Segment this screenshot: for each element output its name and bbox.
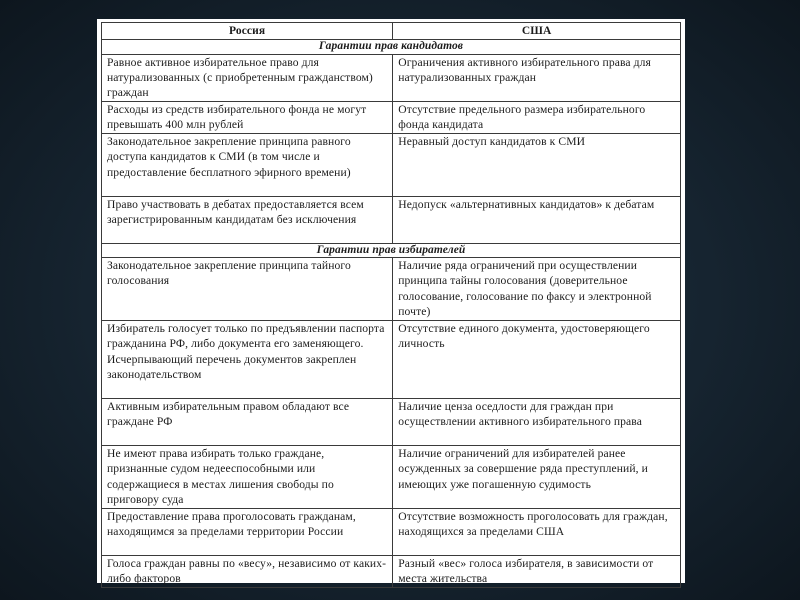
cell-usa: Недопуск «альтернативных кандидатов» к дебатам bbox=[393, 196, 681, 243]
table-row bbox=[102, 257, 681, 320]
cell-usa: Ограничения активного избирательного права для натурализованных граждан bbox=[393, 54, 681, 101]
cell-usa: Наличие ограничений для избирателей ранее осужденных за совершение ряда преступлений, и имеющих уже погашенную судимость bbox=[393, 445, 681, 508]
cell-russia: Активным избирательным правом обладают все граждане РФ bbox=[102, 398, 393, 445]
document-page bbox=[97, 19, 685, 586]
table-row bbox=[102, 54, 681, 101]
cell-russia: Законодательное закрепление принципа тайного голосования bbox=[102, 257, 393, 320]
table-row bbox=[102, 508, 681, 555]
cell-usa: Отсутствие предельного размера избирательного фонда кандидата bbox=[393, 101, 681, 133]
section-row bbox=[102, 40, 681, 54]
table-row bbox=[102, 133, 681, 196]
cell-russia: Расходы из средств избирательного фонда не могут превышать 400 млн рублей bbox=[102, 101, 393, 133]
table-row bbox=[102, 555, 681, 587]
cell-russia: Не имеют права избирать только граждане, признанные судом недееспособными или содержащиеся в местах лишения свободы по приговору суда bbox=[102, 445, 393, 508]
table-row bbox=[102, 445, 681, 508]
cell-usa: Разный «вес» голоса избирателя, в зависимости от места жительства bbox=[393, 555, 681, 587]
table-row bbox=[102, 320, 681, 398]
section-row bbox=[102, 243, 681, 257]
table-row bbox=[102, 398, 681, 445]
header-row bbox=[102, 23, 681, 40]
header-russia: Россия bbox=[102, 23, 393, 40]
cell-russia: Избиратель голосует только по предъявлении паспорта гражданина РФ, либо документа его заменяющего. Исчерпывающий перечень документов закреплен законодательством bbox=[102, 320, 393, 398]
comparison-table bbox=[101, 22, 681, 588]
cell-russia: Право участвовать в дебатах предоставляется всем зарегистрированным кандидатам без исключения bbox=[102, 196, 393, 243]
cell-russia: Предоставление права проголосовать гражданам, находящимся за пределами территории России bbox=[102, 508, 393, 555]
cell-russia: Законодательное закрепление принципа равного доступа кандидатов к СМИ (в том числе и предоставление бесплатного эфирного времени) bbox=[102, 133, 393, 196]
cell-usa: Отсутствие возможность проголосовать для граждан, находящихся за пределами США bbox=[393, 508, 681, 555]
header-usa: США bbox=[393, 23, 681, 40]
cell-russia: Равное активное избирательное право для натурализованных (с приобретенным гражданством) граждан bbox=[102, 54, 393, 101]
section-title-candidates: Гарантии прав кандидатов bbox=[102, 40, 681, 54]
table-row bbox=[102, 196, 681, 243]
section-title-voters: Гарантии прав избирателей bbox=[102, 243, 681, 257]
cell-usa: Отсутствие единого документа, удостоверяющего личность bbox=[393, 320, 681, 398]
table-row bbox=[102, 101, 681, 133]
cell-usa: Неравный доступ кандидатов к СМИ bbox=[393, 133, 681, 196]
cell-usa: Наличие ценза оседлости для граждан при осуществлении активного избирательного права bbox=[393, 398, 681, 445]
cell-usa: Наличие ряда ограничений при осуществлении принципа тайны голосования (доверительное голосование, голосование по факсу и электронной почте) bbox=[393, 257, 681, 320]
cell-russia: Голоса граждан равны по «весу», независимо от каких-либо факторов bbox=[102, 555, 393, 587]
